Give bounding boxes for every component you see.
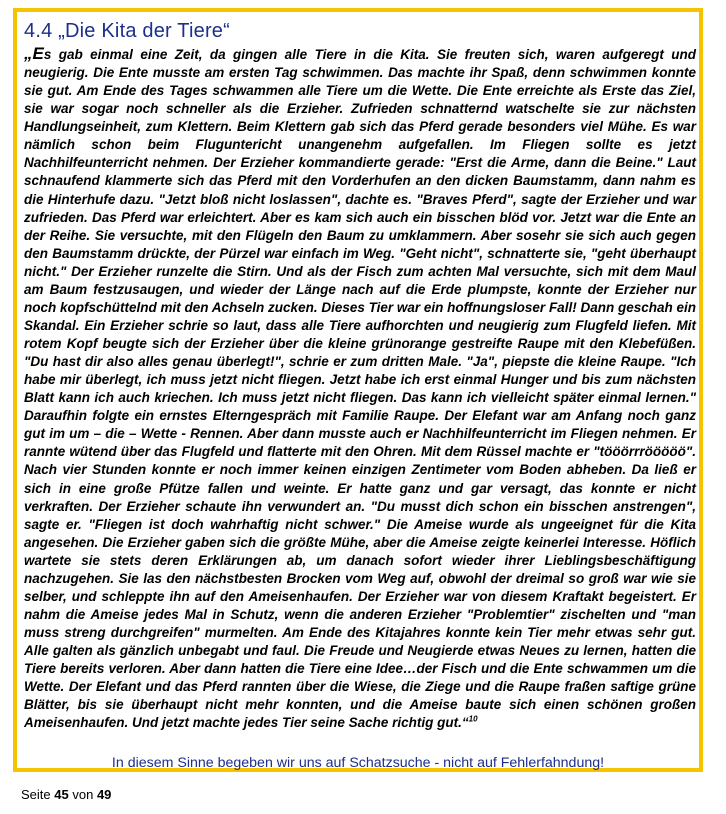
page-prefix: Seite	[21, 787, 51, 802]
story-text	[24, 45, 696, 732]
story-opening-quote: „	[24, 44, 33, 63]
story-body: s gab einmal eine Zeit, da gingen alle Tiere in die Kita. Sie freuten sich, waren aufgeregt und neugierig. Die Ente musste am ersten Tag schwimmen. Das machte ihr Spaß, denn schwimmen konnte sie gut. Am Ende des Tages schwammen alle Tiere um die Wette. Die Ente erreichte als Erste das Ziel, sie war sogar noch schneller als die Erzieher. Zufrieden schnatternd watschelte sie zur nächsten Handlungseinheit, zum Klettern. Beim Klettern gab sich das Pferd gerade besonders viel Mühe. Es war nämlich schon beim Fluguntericht unangenehm aufgefallen. Im Fliegen sollte es jetzt Nachhilfeunterricht nehmen. Der Erzieher kommandierte gerade: "Erst die Arme, dann die Beine." Laut schnaufend klammerte sich das Pferd mit den Vorderhufen an den dicken Baumstamm, dann nahm es die Hinterhufe dazu. "Jetzt bloß nicht loslassen", dachte es. "Braves Pferd", sagte der Erzieher und war zufrieden. Das Pferd war erleichtert. Aber es kam sich auch ein bisschen blöd vor. Jetzt war die Ente an der Reihe. Sie versuchte, mit den Flügeln den Baum zu umklammern. Aber sosehr sie sich auch gegen den Baumstamm drückte, der Pürzel war einfach im Weg. "Geht nicht", schnatterte sie, "geht überhaupt nicht." Der Erzieher runzelte die Stirn. Und als der Fisch zum achten Mal versuchte, sich mit dem Maul am Baum festzusaugen, und wieder der Länge nach auf die Erde plumpste, konnte der Erzieher nur noch kopfschüttelnd mit den Achseln zucken. Dieses Tier war ein hoffnungsloser Fall! Dann geschah ein Skandal. Ein Erzieher schrie so laut, dass alle Tiere aufhorchten und neugierig zum Flugfeld liefen. Mit rotem Kopf beugte sich der Erzieher über die kleine grünorange gestreifte Raupe mit den Klebefüßen. "Du hast dir also alles genau überlegt!", schrie er zum dritten Male. "Ja", piepste die kleine Raupe. "Ich habe mir überlegt, ich muss jetzt nicht fliegen. Jetzt habe ich erst einmal Hunger und bis zum nächsten Blatt kann ich auch kriechen. Ich muss jetzt nicht fliegen. Das kann ich vielleicht später einmal lernen." Daraufhin folgte ein ernstes Elterngespräch mit Familie Raupe. Der Elefant war am Anfang noch ganz gut im um – die – Wette - Rennen. Aber dann musste auch er Nachhilfeunterricht im Fliegen nehmen. Er rannte wütend über das Flugfeld und flatterte mit den Ohren. Mit dem Rüssel machte er "tööörrrööööö". Nach vier Stunden konnte er noch immer keinen einzigen Zentimeter vom Boden abheben. Da ließ er sich in eine große Pfütze fallen und weinte. Er hatte ganz und gar versagt, das konnte er nicht verkraften. Der Erzieher schaute ihn verwundert an. "Du musst dich schon ein bisschen anstrengen", sagte er. "Fliegen ist doch wahrhaftig nicht schwer." Die Ameise wurde als ungeeignet für die Kita angesehen. Die Erzieher gaben sich die größte Mühe, aber die Ameise zeigte keinerlei Interesse. Höflich wartete sie stets deren Erklärungen ab, um danach sofort wieder ihrer Lieblingsbeschäftigung nachzugehen. Sie las den nächstbesten Brocken vom Weg auf, obwohl der dreimal so groß war wie sie selber, und schleppte ihn auf den Ameisenhaufen. Der Erzieher war von diesem Kraftakt begeistert. Er nahm die Ameise jedes Mal in Schutz, wenn die anderen Erzieher "Problemtier" zischelten und "man muss streng durchgreifen" murmelten. Am Ende des Kitajahres konnte kein Tier mehr etwas sehr gut. Alle galten als gänzlich unbegabt und faul. Die Freude und Neugierde etwas Neues zu lernen, hatten die Tiere bereits verloren. Aber dann hatten die Tiere eine Idee…der Fisch und die Ente schwammen um die Wette. Der Elefant und das Pferd rannten über die Wiese, die Ziege und die Raupe fraßen saftige grüne Blätter, bis sie überhaupt nicht mehr konnten, und die Ameise baute sich einen schönen großen Ameisenhaufen. Und jetzt machte jedes Tier seine Sache richtig gut.“	[24, 47, 696, 731]
section-title: 4.4 „Die Kita der Tiere“	[24, 20, 230, 42]
page-current: 45	[54, 787, 69, 802]
motto-line: In diesem Sinne begeben wir uns auf Schatzsuche - nicht auf Fehlerfahndung!	[111, 755, 605, 771]
page-separator: von	[72, 787, 94, 802]
story-first-letter: E	[32, 44, 44, 63]
footnote-ref[interactable]: 10	[468, 714, 478, 724]
page-number	[21, 787, 111, 802]
page-total: 49	[96, 787, 112, 802]
